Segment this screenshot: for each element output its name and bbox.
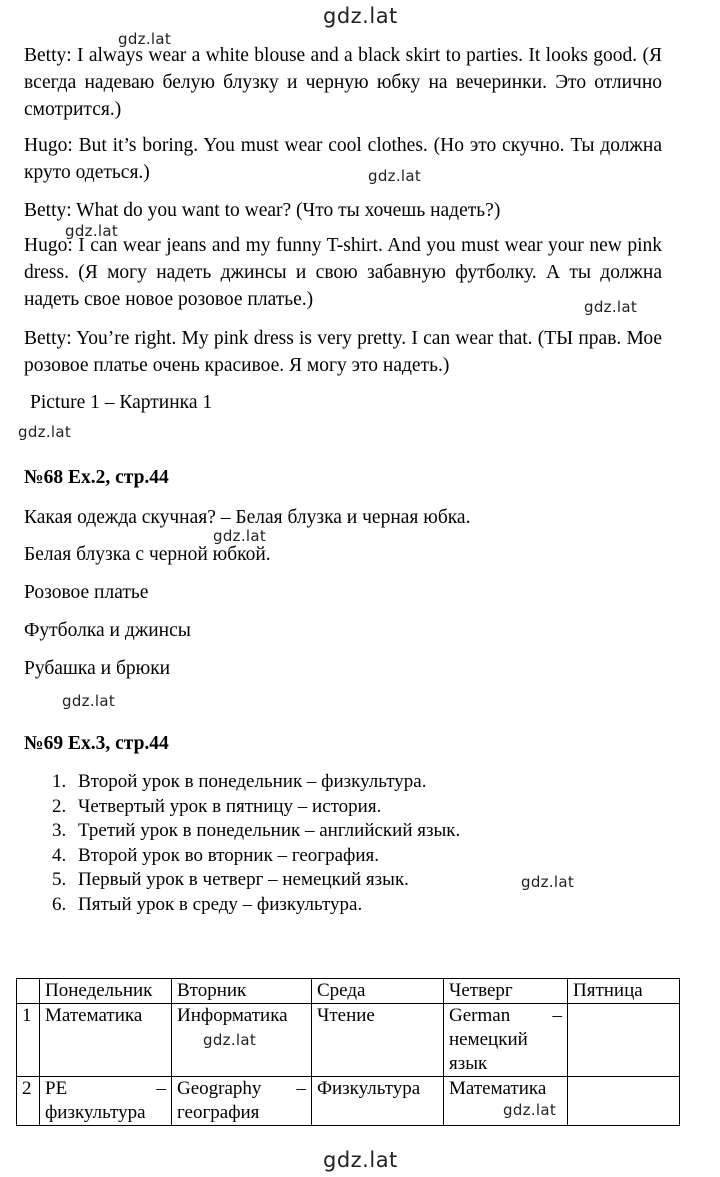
dialogue-line-betty-2: Betty: What do you want to wear? (Что ты хочешь надеть?)	[24, 200, 501, 221]
table-header-cell: Вторник	[172, 979, 312, 1004]
watermark-top: gdz.lat	[323, 4, 398, 28]
list-item: 2. Четвертый урок в пятницу – история.	[52, 795, 382, 817]
list-item: 5. Первый урок в четверг – немецкий язык.	[52, 869, 409, 890]
dialogue-line-hugo-2: Hugo: I can wear jeans and my funny T-shirt. And you must wear your new pink dress. (Я могу надеть джинсы и свою забавную футболку. А ты должна надеть свое новое розовое платье.)	[24, 235, 662, 310]
ex68-line: Рубашка и брюки	[24, 658, 171, 679]
ex68-line: Какая одежда скучная? – Белая блузка и черная юбка.	[24, 507, 471, 528]
table-cell: Математика	[444, 1077, 568, 1126]
table-cell-num: 1	[17, 1004, 40, 1077]
table-header-cell: Среда	[312, 979, 444, 1004]
table-row	[17, 1004, 680, 1077]
table-cell	[568, 1077, 680, 1126]
dialogue-line-betty-3: Betty: You’re right. My pink dress is very pretty. I can wear that. (ТЫ прав. Мое розовое платье очень красивое. Я могу это надеть.)	[24, 328, 662, 376]
table-cell: PE – физкультура	[40, 1077, 172, 1126]
table-header-cell: Понедельник	[40, 979, 172, 1004]
table-cell: Физкультура	[312, 1077, 444, 1126]
table-cell: Математика	[40, 1004, 172, 1077]
table-header-row	[17, 979, 680, 1004]
table-row	[17, 1077, 680, 1126]
watermark-bottom: gdz.lat	[323, 1148, 398, 1172]
watermark: gdz.lat	[503, 1101, 557, 1119]
watermark: gdz.lat	[203, 1031, 257, 1049]
watermark: gdz.lat	[368, 167, 422, 185]
ex68-line: Футболка и джинсы	[24, 620, 191, 641]
ex69-heading: №69 Ex.3, стр.44	[24, 733, 169, 754]
table-header-cell: Пятница	[568, 979, 680, 1004]
list-item: 3. Третий урок в понедельник – английский язык.	[52, 820, 461, 841]
picture-caption: Picture 1 – Картинка 1	[30, 392, 213, 413]
table-cell: Чтение	[312, 1004, 444, 1077]
watermark: gdz.lat	[521, 873, 575, 891]
dialogue-line-hugo-1: Hugo: But it’s boring. You must wear cool clothes. (Но это скучно. Ты должна круто одеться.)	[24, 135, 662, 183]
watermark: gdz.lat	[65, 222, 119, 240]
dialogue-line-betty-1: Betty: I always wear a white blouse and a black skirt to parties. It looks good. (Я всегда надеваю белую блузку и черную юбку на вечеринки. Это отлично смотрится.)	[24, 45, 662, 120]
watermark: gdz.lat	[584, 298, 638, 316]
watermark: gdz.lat	[118, 30, 172, 48]
ex68-heading: №68 Ex.2, стр.44	[24, 467, 169, 488]
ex69-list	[52, 770, 460, 917]
table-cell: Geography – география	[172, 1077, 312, 1126]
table-cell: German – немецкий язык	[444, 1004, 568, 1077]
timetable	[16, 978, 680, 1126]
table-header-cell	[17, 979, 40, 1004]
ex68-line: Розовое платье	[24, 582, 149, 603]
table-header-cell: Четверг	[444, 979, 568, 1004]
watermark: gdz.lat	[213, 527, 267, 545]
list-item: 1. Второй урок в понедельник – физкультура.	[52, 771, 427, 792]
ex68-line: Белая блузка с черной юбкой.	[24, 544, 271, 565]
watermark: gdz.lat	[18, 423, 72, 441]
list-item: 4. Второй урок во вторник – география.	[52, 844, 380, 866]
watermark: gdz.lat	[62, 692, 116, 710]
table-cell	[568, 1004, 680, 1077]
table-cell: Информатика	[172, 1004, 312, 1077]
list-item: 6. Пятый урок в среду – физкультура.	[52, 893, 363, 915]
table-cell-num: 2	[17, 1077, 40, 1126]
